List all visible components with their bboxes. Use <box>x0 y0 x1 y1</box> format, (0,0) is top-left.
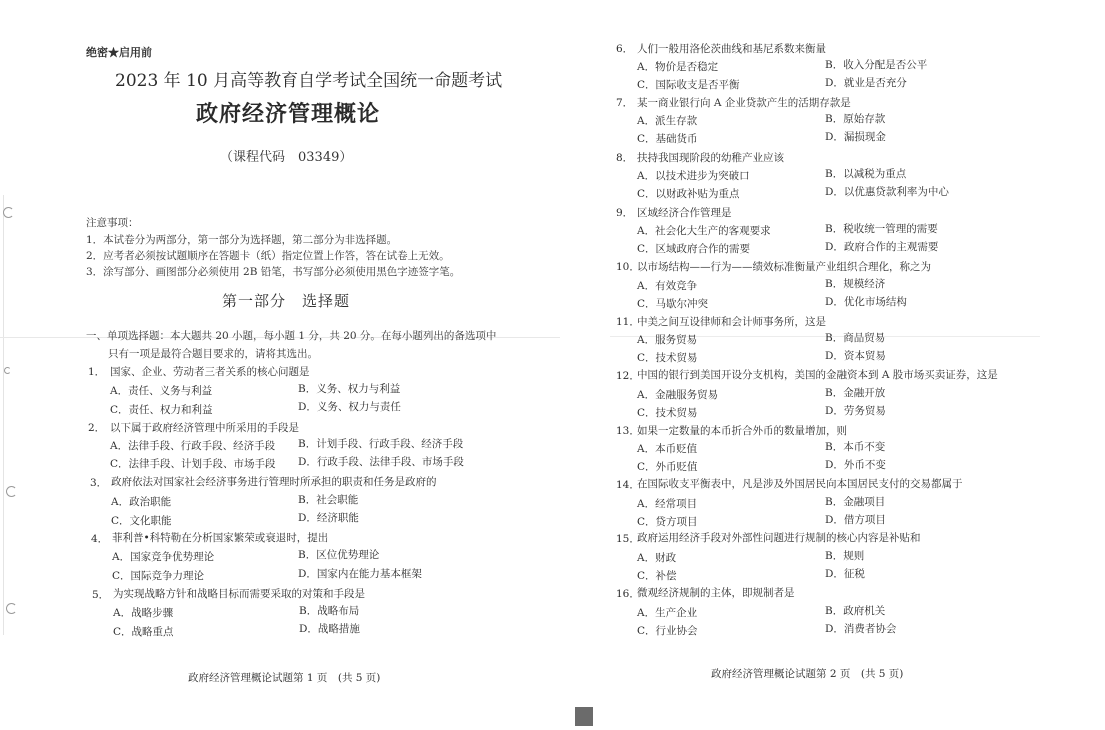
question-text: 以下属于政府经济管理中所采用的手段是 <box>110 422 299 434</box>
notice-item: 3．涂写部分、画图部分必须使用 2B 铅笔，书写部分必须使用黑色字迹签字笔。 <box>86 266 461 278</box>
option-a: A．国家竞争优势理论 <box>112 551 215 563</box>
option-c: C．马歇尔冲突 <box>637 298 709 310</box>
option-d: D．以优惠贷款利率为中心 <box>825 186 949 198</box>
question-text: 为实现战略方针和战略目标而需要采取的对策和手段是 <box>113 588 365 600</box>
option-d: D．劳务贸易 <box>825 405 886 417</box>
option-b: B．商品贸易 <box>825 332 886 344</box>
option-c: C．国际竞争力理论 <box>112 570 205 582</box>
subject-title: 政府经济管理概论 <box>196 101 381 127</box>
question-number: 14． <box>616 479 640 491</box>
option-d: D．征税 <box>825 568 865 580</box>
option-a: A．法律手段、行政手段、经济手段 <box>110 440 276 452</box>
option-c: C．以财政补贴为重点 <box>637 188 740 200</box>
option-d: D．国家内在能力基本框架 <box>298 568 422 580</box>
page-edge <box>3 195 4 635</box>
option-d: D．漏损现金 <box>825 131 886 143</box>
question-number: 2． <box>88 422 106 434</box>
question-text: 在国际收支平衡表中，凡是涉及外国居民向本国居民支付的交易都属于 <box>637 478 963 490</box>
option-c: C．责任、权力和利益 <box>110 404 213 416</box>
question-number: 7． <box>616 97 634 109</box>
option-c: C．外币贬值 <box>637 461 698 473</box>
option-b: B．区位优势理论 <box>298 549 380 561</box>
option-c: C．行业协会 <box>637 625 698 637</box>
option-d: D．义务、权力与责任 <box>298 401 401 413</box>
course-code: （课程代码 03349） <box>220 150 353 165</box>
question-number: 4． <box>91 533 109 545</box>
option-a: A．责任、义务与利益 <box>110 385 213 397</box>
question-text: 如果一定数量的本币折合外币的数量增加，则 <box>637 425 847 437</box>
question-text: 中美之间互设律师和会计师事务所，这是 <box>637 316 826 328</box>
binding-hole-mark <box>6 486 17 497</box>
question-text: 人们一般用洛伦茨曲线和基尼系数来衡量 <box>637 43 826 55</box>
option-b: B．计划手段、行政手段、经济手段 <box>298 438 464 450</box>
option-c: C．区域政府合作的需要 <box>637 243 751 255</box>
option-b: B．政府机关 <box>825 605 886 617</box>
option-b: B．战略布局 <box>299 605 360 617</box>
page-footer: 政府经济管理概论试题第 1 页 (共 5 页) <box>188 672 381 684</box>
binding-hole-mark <box>4 367 11 374</box>
option-c: C．基础货币 <box>637 133 698 145</box>
option-a: A．生产企业 <box>637 607 698 619</box>
option-b: B．社会职能 <box>298 494 359 506</box>
question-text: 扶持我国现阶段的幼稚产业应该 <box>637 152 784 164</box>
option-b: B．收入分配是否公平 <box>825 59 928 71</box>
option-c: C．战略重点 <box>113 626 174 638</box>
question-number: 1． <box>88 366 106 378</box>
option-a: A．财政 <box>637 552 677 564</box>
question-number: 9． <box>616 207 634 219</box>
question-text: 国家、企业、劳动者三者关系的核心问题是 <box>110 366 310 378</box>
option-d: D．战略措施 <box>299 623 360 635</box>
question-number: 5． <box>92 589 110 601</box>
option-c: C．补偿 <box>637 570 677 582</box>
page-footer: 政府经济管理概论试题第 2 页 (共 5 页) <box>711 668 904 680</box>
option-a: A．社会化大生产的客观要求 <box>637 225 771 237</box>
option-a: A．政治职能 <box>111 496 172 508</box>
scan-registration-mark <box>575 707 593 726</box>
option-b: B．本币不变 <box>825 441 886 453</box>
option-a: A．以技术进步为突破口 <box>637 170 750 182</box>
question-number: 8． <box>616 152 634 164</box>
question-text: 政府运用经济手段对外部性问题进行规制的核心内容是补贴和 <box>637 532 921 544</box>
question-text: 政府依法对国家社会经济事务进行管理时所承担的职责和任务是政府的 <box>111 476 437 488</box>
option-c: C．技术贸易 <box>637 352 698 364</box>
question-number: 10． <box>616 261 640 273</box>
question-number: 12． <box>616 370 640 382</box>
option-b: B．以减税为重点 <box>825 168 907 180</box>
option-b: B．规则 <box>825 550 865 562</box>
option-b: B．规模经济 <box>825 278 886 290</box>
option-d: D．经济职能 <box>298 512 359 524</box>
question-number: 11． <box>616 316 640 328</box>
option-a: A．派生存款 <box>637 115 698 127</box>
option-d: D．外币不变 <box>825 459 886 471</box>
notice-item: 1．本试卷分为两部分，第一部分为选择题，第二部分为非选择题。 <box>86 234 398 246</box>
option-b: B．金融项目 <box>825 496 886 508</box>
question-number: 15． <box>616 533 640 545</box>
part-title: 第一部分 选择题 <box>222 292 351 310</box>
option-a: A．本币贬值 <box>637 443 698 455</box>
option-a: A．经常项目 <box>637 498 698 510</box>
option-b: B．税收统一管理的需要 <box>825 223 938 235</box>
notice-heading: 注意事项： <box>86 217 139 229</box>
question-number: 13． <box>616 425 640 437</box>
option-c: C．国际收支是否平衡 <box>637 79 740 91</box>
question-number: 3． <box>90 477 108 489</box>
option-a: A．有效竞争 <box>637 280 698 292</box>
option-c: C．技术贸易 <box>637 407 698 419</box>
question-text: 某一商业银行向 A 企业贷款产生的活期存款是 <box>637 97 851 109</box>
section-instructions: 一、单项选择题：本大题共 20 小题，每小题 1 分，共 20 分。在每小题列出的备选项中 <box>86 330 497 342</box>
option-d: D．优化市场结构 <box>825 296 907 308</box>
question-number: 6． <box>616 43 634 55</box>
question-text: 微观经济规制的主体，即规制者是 <box>637 587 795 599</box>
question-text: 中国的银行到美国开设分支机构，美国的金融资本到 A 股市场买卖证券，这是 <box>637 369 998 381</box>
section-instructions: 只有一项是最符合题目要求的，请将其选出。 <box>108 348 318 360</box>
option-d: D．消费者协会 <box>825 623 897 635</box>
question-text: 以市场结构——行为——绩效标准衡量产业组织合理化，称之为 <box>637 261 931 273</box>
option-c: C．文化职能 <box>111 515 172 527</box>
option-a: A．金融服务贸易 <box>637 389 719 401</box>
binding-hole-mark <box>3 207 14 218</box>
option-c: C．法律手段、计划手段、市场手段 <box>110 458 276 470</box>
question-text: 菲利普•科特勒在分析国家繁荣或衰退时，提出 <box>112 532 329 544</box>
confidential-label: 绝密★启用前 <box>86 46 152 59</box>
option-a: A．物价是否稳定 <box>637 61 719 73</box>
option-c: C．贷方项目 <box>637 516 698 528</box>
option-b: B．原始存款 <box>825 113 886 125</box>
option-d: D．资本贸易 <box>825 350 886 362</box>
option-d: D．政府合作的主观需要 <box>825 241 939 253</box>
binding-hole-mark <box>6 603 17 614</box>
option-b: B．金融开放 <box>825 387 886 399</box>
question-number: 16． <box>616 588 640 600</box>
option-a: A．服务贸易 <box>637 334 698 346</box>
exam-title: 2023 年 10 月高等教育自学考试全国统一命题考试 <box>115 71 503 91</box>
option-d: D．借方项目 <box>825 514 886 526</box>
question-text: 区域经济合作管理是 <box>637 207 732 219</box>
option-d: D．就业是否充分 <box>825 77 907 89</box>
option-d: D．行政手段、法律手段、市场手段 <box>298 456 464 468</box>
option-b: B．义务、权力与利益 <box>298 383 401 395</box>
notice-item: 2．应考者必须按试题顺序在答题卡（纸）指定位置上作答，答在试卷上无效。 <box>86 250 450 262</box>
option-a: A．战略步骤 <box>113 607 174 619</box>
